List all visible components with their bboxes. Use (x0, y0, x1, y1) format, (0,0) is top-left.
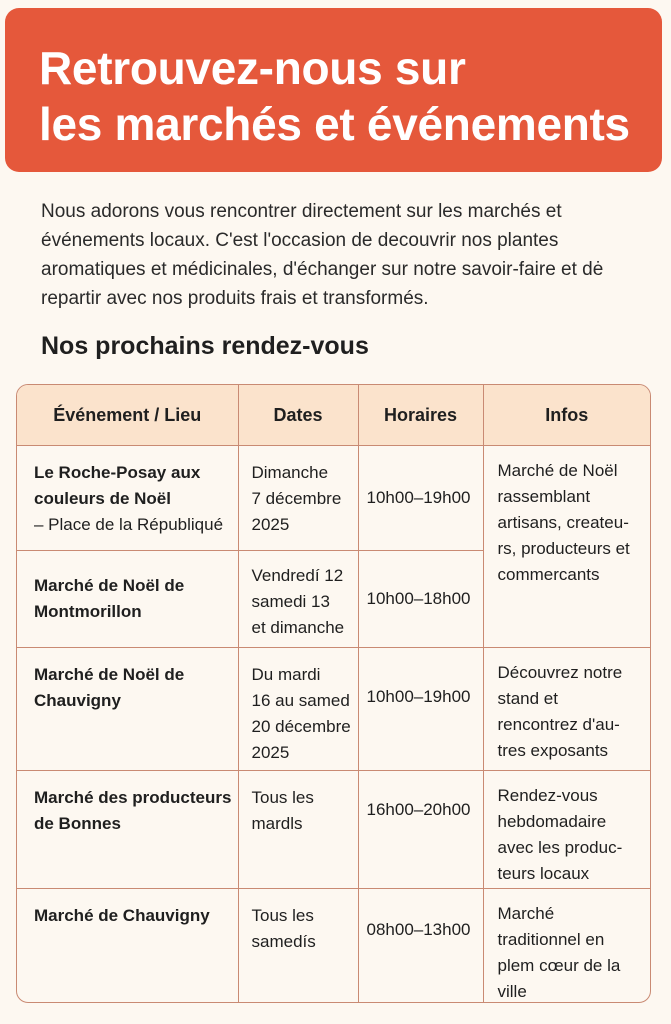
table-row (17, 889, 650, 1004)
info-cell: Découvrez notre stand et rencontrez d'autres exposants (483, 648, 650, 771)
header-info: Infos (483, 385, 650, 446)
table-row (17, 648, 650, 771)
event-cell: Marché de Noël de Montmorillon (17, 551, 238, 648)
date-line: Tous les (251, 788, 314, 807)
event-location: – Place de la Républiqué (34, 515, 224, 534)
date-line: mardls (251, 814, 303, 833)
hours-cell: 16h00–20h00 (358, 771, 483, 889)
date-line: et dimanche (251, 618, 345, 637)
dates-cell (238, 771, 358, 889)
date-line: 7 décembre (251, 489, 342, 508)
dates-cell (238, 648, 358, 771)
table-row (17, 446, 650, 551)
title-line: Retrouvez-nous sur (39, 42, 466, 94)
date-line: 2025 (251, 743, 290, 762)
date-line: 2025 (251, 515, 290, 534)
hours-cell: 08h00–13h00 (358, 889, 483, 1004)
intro-paragraph: Nous adorons vous rencontrer directement sur les marchés et événements locaux. C'est l'occasion de decouvrir nos plantes aromatiques et médicinales, d'échanger sur notre savoir-faire et dė repartir avec nos produits frais et transformés. (41, 201, 604, 309)
dates-cell (238, 551, 358, 648)
date-line: samedís (251, 932, 316, 951)
dates-cell (238, 446, 358, 551)
page-banner (5, 8, 662, 172)
section-title: Nos prochains rendez-vous (41, 332, 369, 360)
hours-cell: 10h00–19h00 (358, 648, 483, 771)
header-hours: Horaires (358, 385, 483, 446)
date-line: 16 au samed (251, 691, 350, 710)
table-header-row (17, 385, 650, 446)
title-line: les marchés et événements (39, 98, 630, 150)
header-event: Événement / Lieu (17, 385, 238, 446)
date-line: Tous les (251, 906, 314, 925)
header-dates: Dates (238, 385, 358, 446)
event-cell: Marché de Noël de Chauvigny (17, 648, 238, 771)
dates-cell (238, 889, 358, 1004)
event-cell: Marché des producteurs de Bonnes (17, 771, 238, 889)
event-name: Le Roche-Posay aux couleurs de Noël (34, 463, 201, 508)
info-cell: Marché traditionnel en plem cœur de la ville (483, 889, 650, 1004)
table-row (17, 771, 650, 889)
date-line: 20 décembre (251, 717, 351, 736)
date-line: Dimanche (251, 463, 329, 482)
date-line: Du mardi (251, 665, 321, 684)
info-cell: Rendez-vous hebdomadaire avec les producteurs locaux (483, 771, 650, 889)
events-table (16, 384, 651, 1003)
event-cell: Marché de Chauvigny (17, 889, 238, 1004)
page-title (39, 40, 630, 152)
info-cell: Marché de Noël rassemblant artisans, createurs, producteurs et commercants (483, 446, 650, 648)
hours-cell: 10h00–19h00 (358, 446, 483, 551)
event-cell (17, 446, 238, 551)
date-line: Vendredí 12 (251, 566, 344, 585)
date-line: samedi 13 (251, 592, 330, 611)
hours-cell: 10h00–18h00 (358, 551, 483, 648)
